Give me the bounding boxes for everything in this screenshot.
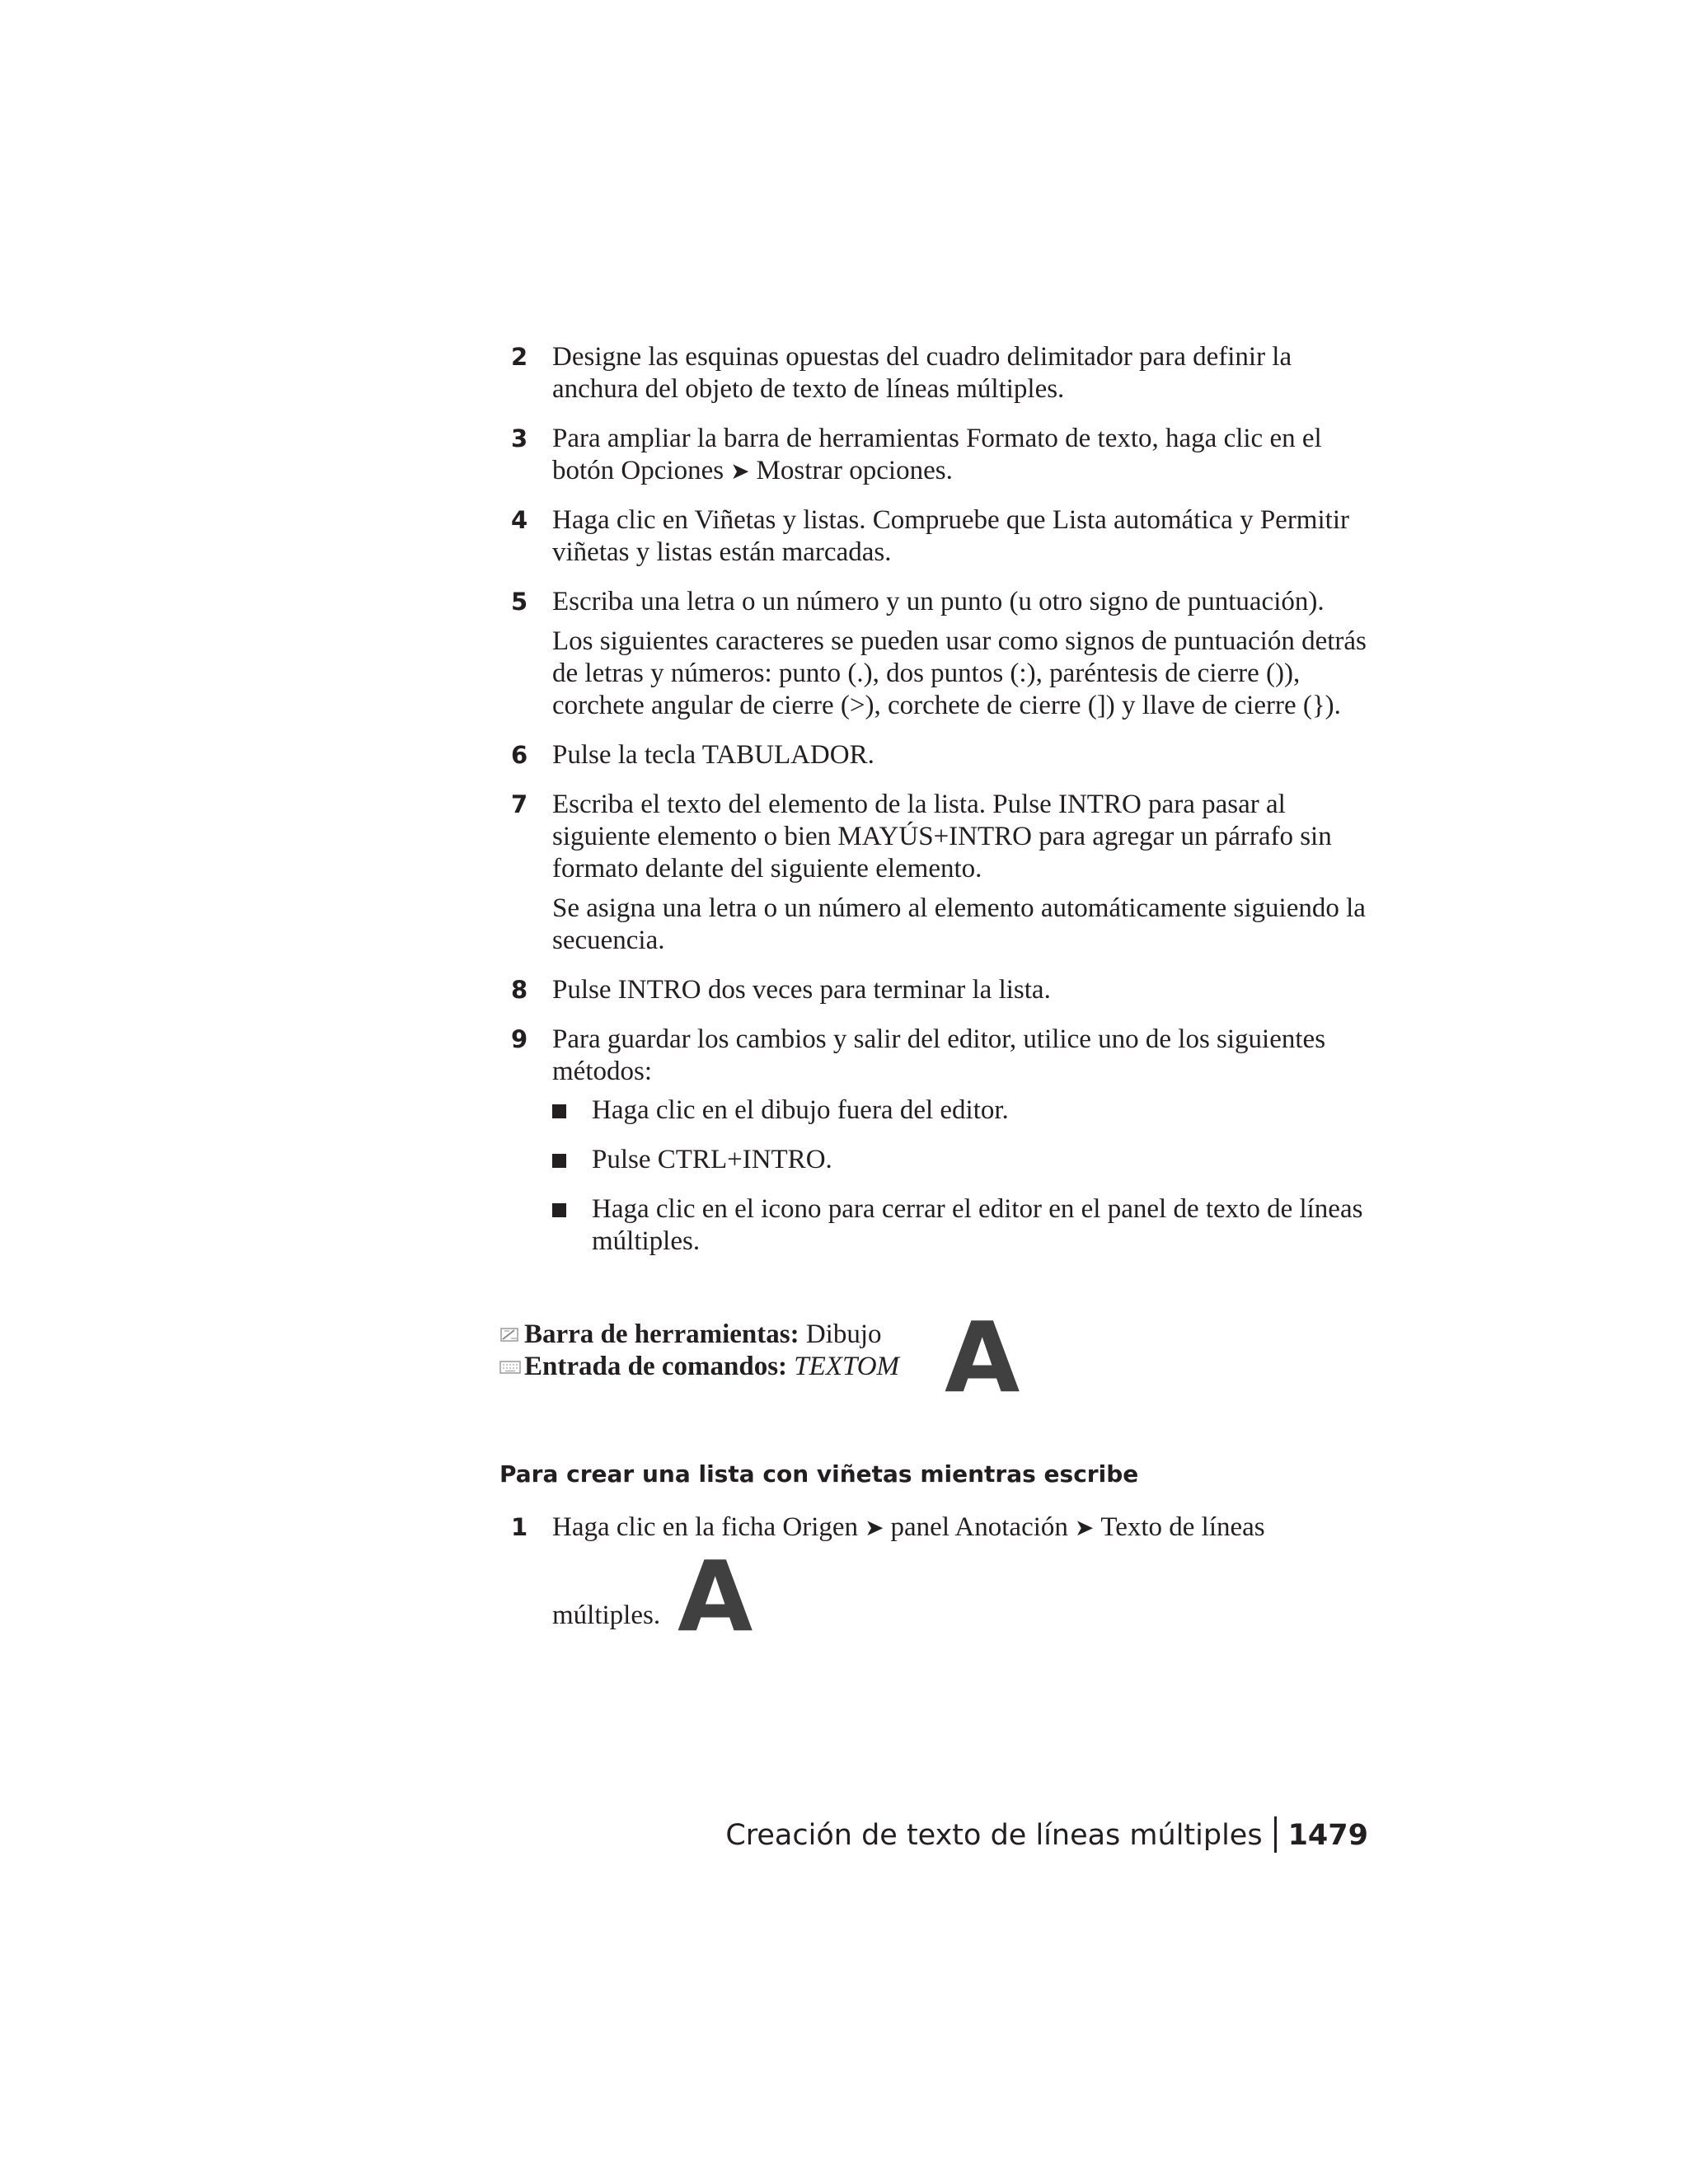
step-4 xyxy=(511,504,1376,569)
list-item xyxy=(552,1094,1376,1127)
step-8 xyxy=(511,974,1376,1006)
menu-arrow-icon: ➤ xyxy=(730,457,750,485)
toolbar-icon xyxy=(499,1326,521,1344)
step-text: Para ampliar la barra de herramientas Formato de texto, haga clic en el botón Opciones xyxy=(552,424,1322,485)
command-access-row xyxy=(499,1351,899,1383)
square-bullet-icon xyxy=(552,1154,566,1168)
step-text: Haga clic en Viñetas y listas. Compruebe que Lista automática y Permitir viñetas y listas están marcadas. xyxy=(552,505,1349,567)
step-text: Pulse INTRO dos veces para terminar la lista. xyxy=(552,975,1051,1005)
toolbar-label: Barra de herramientas: xyxy=(524,1319,799,1349)
access-methods xyxy=(499,1319,899,1383)
step-number: 6 xyxy=(511,741,528,769)
command-label: Entrada de comandos: xyxy=(524,1352,788,1381)
toolbar-value: Dibujo xyxy=(805,1319,882,1349)
numbered-steps xyxy=(511,341,1376,1275)
bulleted-list-steps xyxy=(511,1511,1376,1653)
step-1 xyxy=(511,1511,1376,1632)
page-number: 1479 xyxy=(1287,1819,1368,1852)
section-heading: Para crear una lista con viñetas mientras escribe xyxy=(499,1460,1139,1488)
step-number: 5 xyxy=(511,588,528,616)
text-tool-icon: A xyxy=(945,1301,1020,1414)
step-note: Se asigna una letra o un número al elemento automáticamente siguiendo la secuencia. xyxy=(552,893,1366,955)
step-7 xyxy=(511,789,1376,957)
step-number: 8 xyxy=(511,976,528,1004)
square-bullet-icon xyxy=(552,1104,566,1118)
step-text: Para guardar los cambios y salir del editor, utilice uno de los siguientes métodos: xyxy=(552,1024,1326,1086)
multiline-text-icon: A xyxy=(678,1540,753,1653)
line-spacer xyxy=(552,1544,1376,1600)
step-text: Haga clic en la ficha Origen xyxy=(552,1512,859,1542)
step-5 xyxy=(511,586,1376,722)
list-item xyxy=(552,1144,1376,1176)
square-bullet-icon xyxy=(552,1203,566,1217)
step-2 xyxy=(511,341,1376,405)
menu-arrow-icon: ➤ xyxy=(1074,1514,1095,1541)
step-number: 9 xyxy=(511,1025,528,1053)
bullet-list xyxy=(552,1094,1376,1258)
page-footer xyxy=(725,1816,1368,1854)
step-9 xyxy=(511,1024,1376,1258)
bullet-text: Haga clic en el dibujo fuera del editor. xyxy=(592,1095,1009,1125)
command-value: TEXTOM xyxy=(794,1352,900,1381)
menu-arrow-icon: ➤ xyxy=(865,1514,884,1541)
step-3 xyxy=(511,423,1376,487)
step-note: Los siguientes caracteres se pueden usar como signos de puntuación detrás de letras y números: punto (.), dos puntos (:), paréntesis de cierre ()), corchete angular de cierre (>), corchete de cierre (]) y llave de cierre (}). xyxy=(552,626,1367,720)
step-text: Escriba una letra o un número y un punto (u otro signo de puntuación). xyxy=(552,587,1325,616)
step-text: Escriba el texto del elemento de la lista. Pulse INTRO para pasar al siguiente elemento o bien MAYÚS+INTRO para agregar un párrafo sin formato delante del siguiente elemento. xyxy=(552,790,1332,883)
step-text: Mostrar opciones. xyxy=(756,456,953,485)
step-number: 1 xyxy=(511,1513,528,1541)
bullet-text: Pulse CTRL+INTRO. xyxy=(592,1145,832,1174)
step-number: 2 xyxy=(511,343,528,371)
step-number: 3 xyxy=(511,424,528,452)
step-text: múltiples. xyxy=(552,1601,661,1630)
step-text: Pulse la tecla TABULADOR. xyxy=(552,740,874,770)
step-text: panel Anotación xyxy=(890,1512,1068,1542)
footer-divider xyxy=(1274,1816,1277,1853)
step-number: 7 xyxy=(511,790,528,818)
step-6 xyxy=(511,739,1376,771)
step-number: 4 xyxy=(511,506,528,534)
toolbar-access-row xyxy=(499,1319,899,1351)
step-text: Texto de líneas xyxy=(1100,1512,1265,1542)
footer-title: Creación de texto de líneas múltiples xyxy=(725,1819,1263,1852)
bullet-text: Haga clic en el icono para cerrar el editor en el panel de texto de líneas múltiples. xyxy=(592,1194,1363,1256)
list-item xyxy=(552,1193,1376,1258)
step-text: Designe las esquinas opuestas del cuadro delimitador para definir la anchura del objeto de texto de líneas múltiples. xyxy=(552,342,1292,404)
keyboard-icon xyxy=(499,1358,521,1376)
